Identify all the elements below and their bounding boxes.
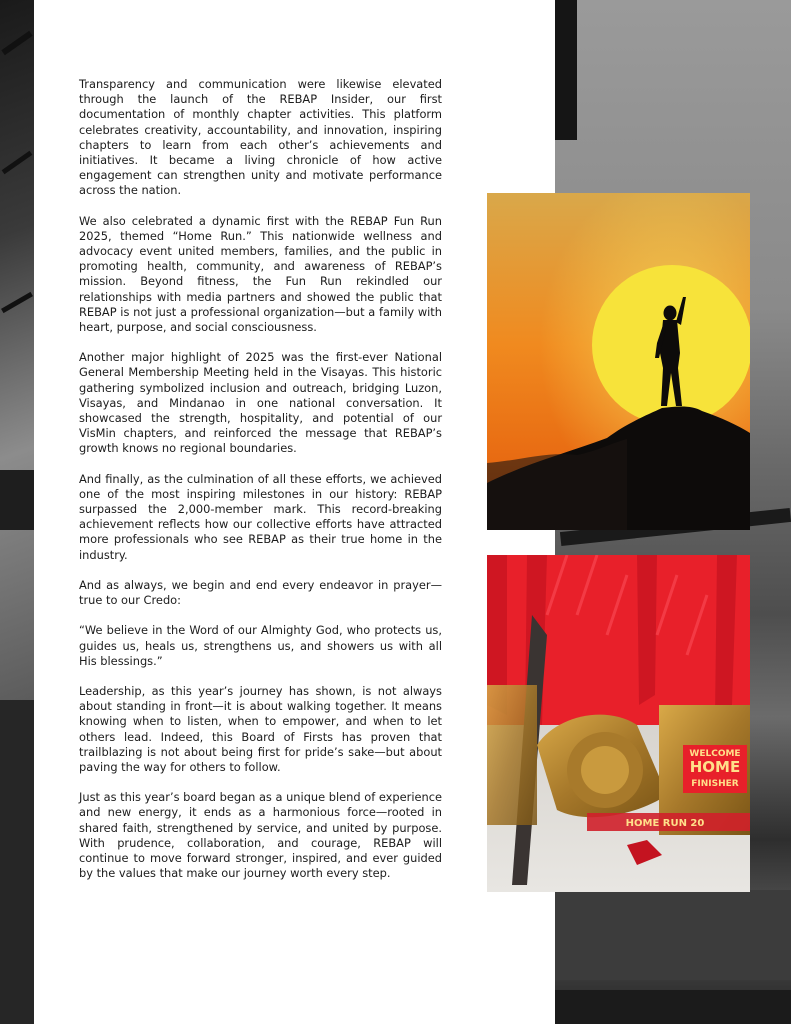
background-beam	[0, 700, 34, 1024]
background-beam	[0, 470, 34, 530]
finisher-medals-photo	[487, 555, 750, 892]
medal-text-welcome: WELCOME	[689, 749, 741, 759]
background-beam	[555, 890, 791, 980]
paragraph-fun-run: We also celebrated a dynamic first with the REBAP Fun Run 2025, themed “Home Run.” This nationwide wellness and advocacy event united members, families, and the public in promoting health, community, and awareness of REBAP’s mission. Beyond fitness, the Fun Run rekindled our relationships with media partners and showed the public that REBAP is not just a professional organization—but a family with heart, purpose, and social consciousness.	[79, 213, 442, 335]
paragraph-closing: Just as this year’s board began as a unique blend of experience and new energy, it ends as a harmonious force—rooted in shared faith, strengthened by service, and united by purpose. With prudence, collaboration, and courage, REBAP will continue to move forward stronger, inspired, and ever guided by the values that make our journey worth every step.	[79, 790, 442, 881]
paragraph-prayer: And as always, we begin and end every endeavor in prayer—true to our Credo:	[79, 577, 442, 608]
medal-ribbon-text: HOME RUN 20	[625, 818, 705, 829]
background-beam	[555, 990, 791, 1024]
paragraph-general-meeting: Another major highlight of 2025 was the first-ever National General Membership Meeting held in the Visayas. This historic gathering symbolized inclusion and outreach, bridging Luzon, Visayas, and Mindanao in one national conversation. It showcased the strength, hospitality, and potential of our VisMin chapters, and reinforced the message that REBAP’s growth knows no regional boundaries.	[79, 350, 442, 456]
medal-text-home: HOME	[689, 758, 741, 776]
sunset-summit-photo	[487, 193, 750, 530]
paragraph-leadership: Leadership, as this year’s journey has shown, is not always about standing in front—it is about walking together. It means knowing when to listen, when to empower, and when to let others lead. Indeed, this Board of Firsts has proven that trailblazing is not about being first for pride’s sake—but about paving the way for others to follow.	[79, 683, 442, 774]
medal-text-finisher: FINISHER	[691, 779, 739, 789]
paragraph-rebap-insider: Transparency and communication were likewise elevated through the launch of the REBAP Insider, our first documentation of monthly chapter activities. This platform celebrates creativity, accountability, and innovation, inspiring chapters to learn from each other’s achievements and initiatives. It became a living chronicle of how active engagement can strengthen unity and motivate performance across the nation.	[79, 77, 442, 198]
background-beam	[555, 0, 577, 140]
paragraph-membership-milestone: And finally, as the culmination of all these efforts, we achieved one of the most inspiring milestones in our history: REBAP surpassed the 2,000-member mark. This record-breaking achievement reflects how our collective efforts have attracted more professionals who see REBAP as their true home in the industry.	[79, 471, 442, 562]
paragraph-credo: “We believe in the Word of our Almighty God, who protects us, guides us, heals us, strengthens us, and showers us with all His blessings.”	[79, 623, 442, 668]
article-body	[79, 77, 442, 896]
